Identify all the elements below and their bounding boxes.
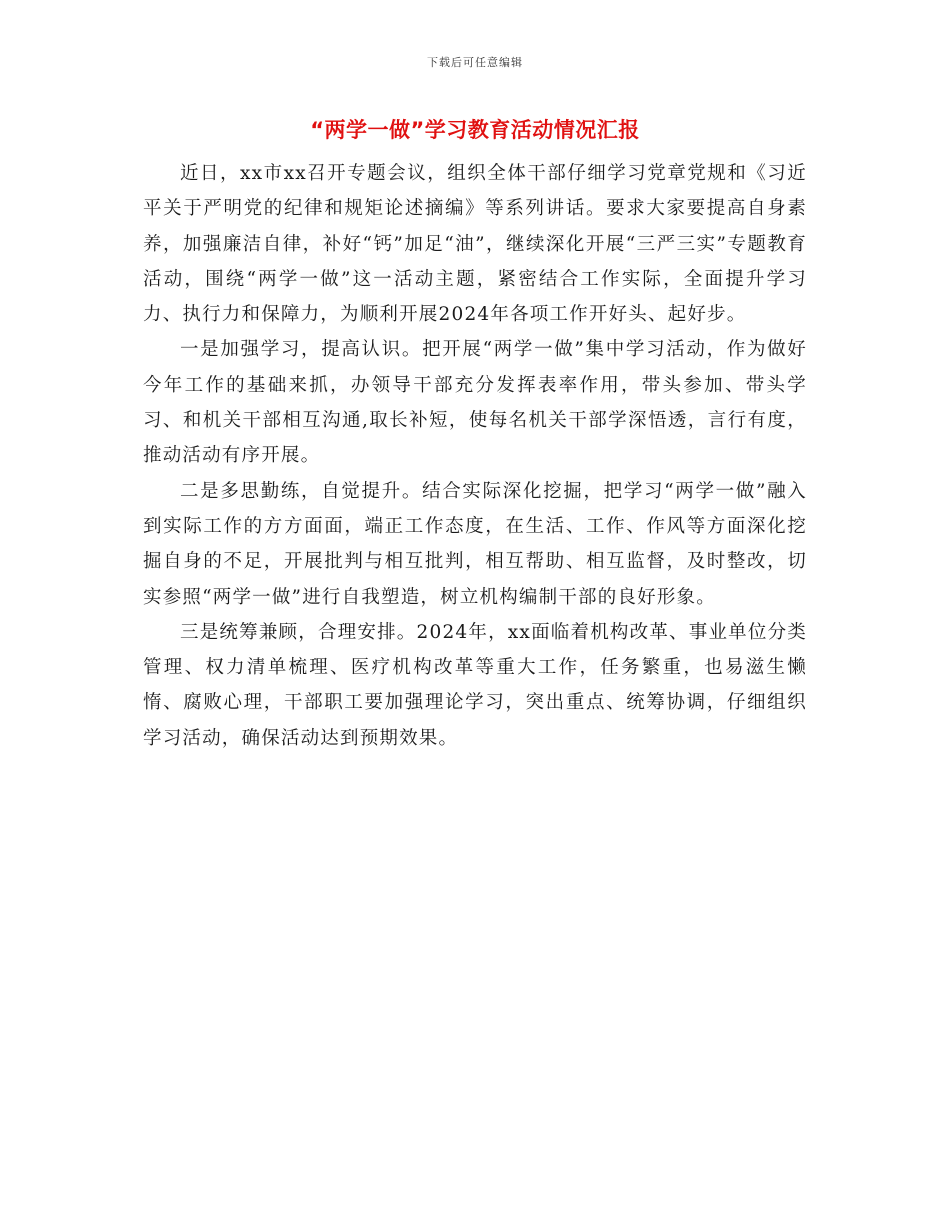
paragraph-point-three: 三是统筹兼顾，合理安排。2024年，xx面临着机构改革、事业单位分类管理、权力清单梳理、医疗机构改革等重大工作，任务繁重，也易滋生懒惰、腐败心理，干部职工要加强理论学习，突出重点、统筹协调，仔细组织学习活动，确保活动达到预期效果。 bbox=[143, 621, 807, 749]
paragraph-intro: 近日，xx市xx召开专题会议，组织全体干部仔细学习党章党规和《习近平关于严明党的纪律和规矩论述摘编》等系列讲话。要求大家要提高自身素养，加强廉洁自律，补好“钙”加足“油”，继续深化开展“三严三实”专题教育活动，围绕“两学一做”这一活动主题，紧密结合工作实际，全面提升学习力、执行力和保障力，为顺利开展2024年各项工作开好头、起好步。 bbox=[143, 163, 807, 326]
paragraph-point-two: 二是多思勤练，自觉提升。结合实际深化挖掘，把学习“两学一做”融入到实际工作的方方面面，端正工作态度，在生活、工作、作风等方面深化挖掘自身的不足，开展批判与相互批判，相互帮助、相互监督，及时整改，切实参照“两学一做”进行自我塑造，树立机构编制干部的良好形象。 bbox=[143, 480, 807, 608]
document-body bbox=[143, 156, 807, 756]
header-note: 下载后可任意编辑 bbox=[427, 56, 523, 69]
document-title: “两学一做”学习教育活动情况汇报 bbox=[310, 118, 640, 142]
paragraph-point-one: 一是加强学习，提高认识。把开展“两学一做”集中学习活动，作为做好今年工作的基础来抓，办领导干部充分发挥表率作用，带头参加、带头学习、和机关干部相互沟通,取长补短，使每名机关干部学深悟透，言行有度，推动活动有序开展。 bbox=[143, 339, 807, 467]
